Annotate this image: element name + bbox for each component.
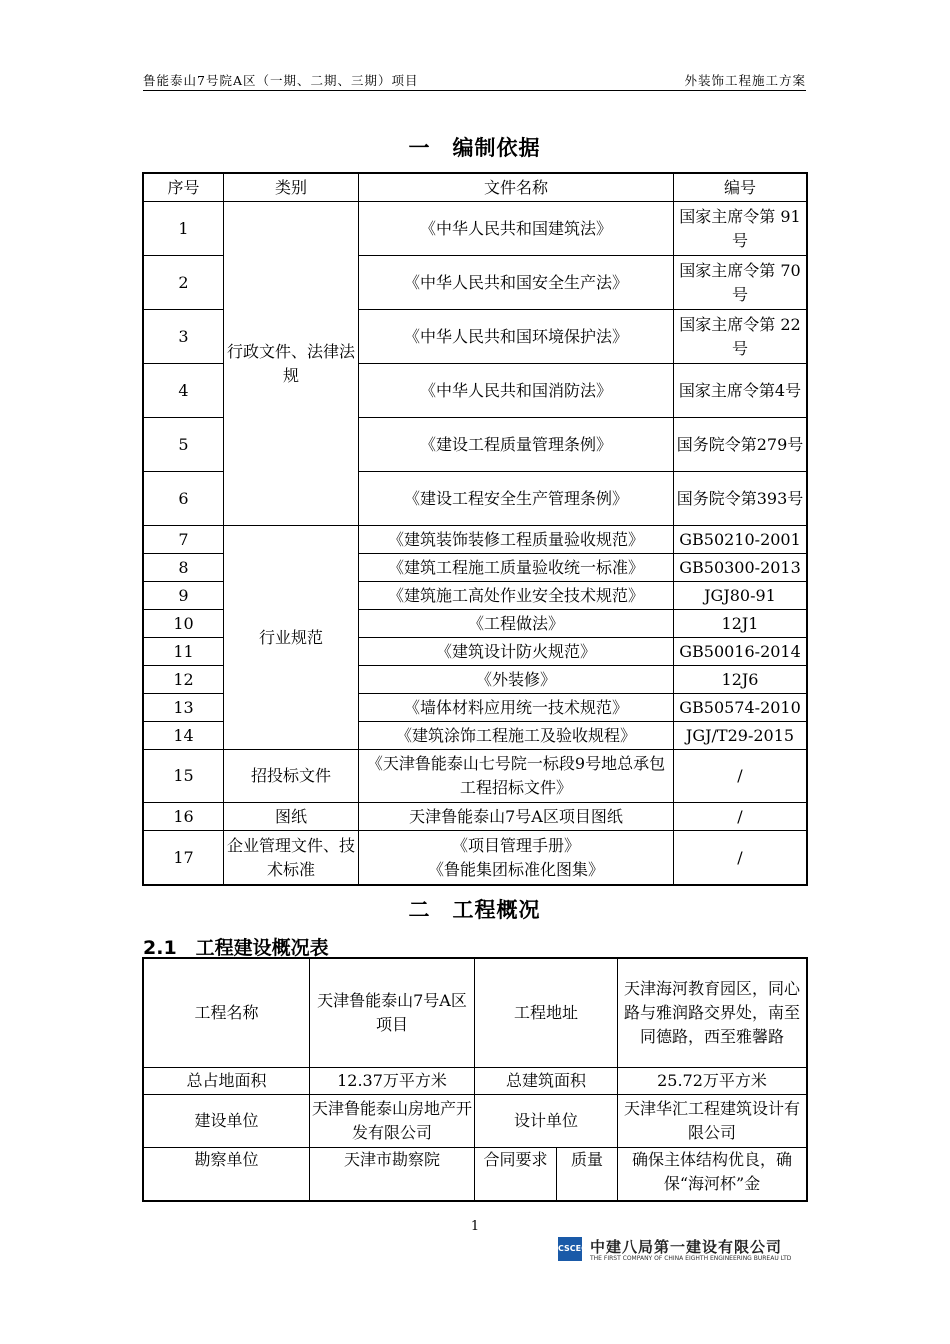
row-file-name: 《外装修》 [359, 666, 674, 694]
row-code: 12J1 [674, 610, 807, 638]
row-file-name-line-2: 《鲁能集团标准化图集》 [427, 859, 604, 879]
section-1-title: 一 编制依据 [408, 136, 541, 160]
company-name-en: THE FIRST COMPANY OF CHINA EIGHTH ENGINEERING BUREAU LTD [590, 1255, 792, 1262]
value-survey-unit: 天津市勘察院 [310, 1148, 475, 1201]
header-document-title: 外装饰工程施工方案 [684, 73, 806, 88]
row-no: 3 [144, 310, 224, 364]
row-file-name: 《墙体材料应用统一技术规范》 [359, 694, 674, 722]
row-file-name: 《中华人民共和国建筑法》 [359, 202, 674, 256]
row-file-name: 《建筑装饰装修工程质量验收规范》 [359, 526, 674, 554]
company-name-cn: 中建八局第一建设有限公司 [590, 1238, 783, 1256]
label-survey-unit: 勘察单位 [144, 1148, 310, 1201]
label-owner: 建设单位 [144, 1095, 310, 1148]
row-file-name: 《建设工程质量管理条例》 [359, 418, 674, 472]
row-no: 5 [144, 418, 224, 472]
row-code: 国务院令第393号 [674, 472, 807, 526]
column-header-file-name: 文件名称 [359, 174, 674, 202]
header-project-name: 鲁能泰山7号院A区（一期、二期、三期）项目 [143, 73, 419, 88]
row-file-name: 《中华人民共和国消防法》 [359, 364, 674, 418]
value-building-area: 25.72万平方米 [618, 1068, 807, 1095]
row-file-name: 《工程做法》 [359, 610, 674, 638]
row-file-name: 《建筑设计防火规范》 [359, 638, 674, 666]
value-land-area: 12.37万平方米 [310, 1068, 475, 1095]
row-file-name: 《建设工程安全生产管理条例》 [359, 472, 674, 526]
category-cell: 企业管理文件、技术标准 [224, 831, 359, 885]
row-no: 6 [144, 472, 224, 526]
row-no: 4 [144, 364, 224, 418]
table-row [144, 959, 807, 1068]
row-file-name: 《建筑工程施工质量验收统一标准》 [359, 554, 674, 582]
label-building-area: 总建筑面积 [475, 1068, 618, 1095]
row-code: / [674, 803, 807, 831]
row-file-name: 《建筑施工高处作业安全技术规范》 [359, 582, 674, 610]
row-code: GB50300-2013 [674, 554, 807, 582]
page-number: 1 [470, 1219, 480, 1234]
row-no: 14 [144, 722, 224, 750]
project-overview-table [143, 958, 807, 1201]
section-2-title: 二 工程概况 [408, 898, 541, 922]
row-code: JGJ/T29-2015 [674, 722, 807, 750]
row-no: 7 [144, 526, 224, 554]
table-row [144, 1148, 807, 1201]
row-no: 15 [144, 750, 224, 803]
table-row [144, 202, 807, 256]
row-code: / [674, 750, 807, 803]
row-no: 11 [144, 638, 224, 666]
row-code: 国务院令第279号 [674, 418, 807, 472]
row-file-name: 《天津鲁能泰山七号院一标段9号地总承包工程招标文件》 [359, 750, 674, 803]
value-owner: 天津鲁能泰山房地产开发有限公司 [310, 1095, 475, 1148]
row-code: 国家主席令第4号 [674, 364, 807, 418]
row-code: GB50574-2010 [674, 694, 807, 722]
label-designer: 设计单位 [475, 1095, 618, 1148]
row-no: 13 [144, 694, 224, 722]
table-row [144, 831, 807, 885]
category-cell: 招投标文件 [224, 750, 359, 803]
category-cell: 图纸 [224, 803, 359, 831]
row-no: 9 [144, 582, 224, 610]
label-quality: 质量 [557, 1148, 618, 1201]
row-file-name-line-1: 《项目管理手册》 [451, 835, 580, 855]
label-land-area: 总占地面积 [144, 1068, 310, 1095]
row-no: 10 [144, 610, 224, 638]
column-header-category: 类别 [224, 174, 359, 202]
category-cell: 行政文件、法律法规 [224, 202, 359, 526]
row-code: 12J6 [674, 666, 807, 694]
row-code: 国家主席令第 91 号 [674, 202, 807, 256]
category-cell: 行业规范 [224, 526, 359, 750]
value-designer: 天津华汇工程建筑设计有限公司 [618, 1095, 807, 1148]
row-no: 17 [144, 831, 224, 885]
row-no: 16 [144, 803, 224, 831]
row-no: 8 [144, 554, 224, 582]
row-code: 国家主席令第 70 号 [674, 256, 807, 310]
row-file-name: 《建筑涂饰工程施工及验收规程》 [359, 722, 674, 750]
row-file-name: 《中华人民共和国安全生产法》 [359, 256, 674, 310]
label-contract-requirement: 合同要求 [475, 1148, 557, 1201]
section-2-1-title: 2.1 工程建设概况表 [143, 937, 329, 959]
row-code: GB50210-2001 [674, 526, 807, 554]
value-project-address: 天津海河教育园区，同心路与雅润路交界处，南至同德路，西至雅馨路 [618, 959, 807, 1068]
value-project-name: 天津鲁能泰山7号A区项目 [310, 959, 475, 1068]
table-row [144, 1095, 807, 1148]
row-code: JGJ80-91 [674, 582, 807, 610]
row-code: / [674, 831, 807, 885]
company-logo [558, 1236, 808, 1266]
row-code: 国家主席令第 22 号 [674, 310, 807, 364]
table-row [144, 1068, 807, 1095]
row-no: 12 [144, 666, 224, 694]
row-file-name-multi [359, 831, 674, 885]
table-row [144, 526, 807, 554]
value-quality-requirement: 确保主体结构优良，确保“海河杯”金 [618, 1148, 807, 1201]
row-no: 2 [144, 256, 224, 310]
column-header-code: 编号 [674, 174, 807, 202]
table-row [144, 803, 807, 831]
label-project-name: 工程名称 [144, 959, 310, 1068]
company-logo-icon: CSCEC [558, 1237, 582, 1261]
basis-table [143, 173, 807, 885]
row-file-name: 天津鲁能泰山7号A区项目图纸 [359, 803, 674, 831]
row-file-name: 《中华人民共和国环境保护法》 [359, 310, 674, 364]
row-no: 1 [144, 202, 224, 256]
row-code: GB50016-2014 [674, 638, 807, 666]
label-project-address: 工程地址 [475, 959, 618, 1068]
page-header [143, 68, 806, 91]
column-header-no: 序号 [144, 174, 224, 202]
table-header-row [144, 174, 807, 202]
table-row [144, 750, 807, 803]
